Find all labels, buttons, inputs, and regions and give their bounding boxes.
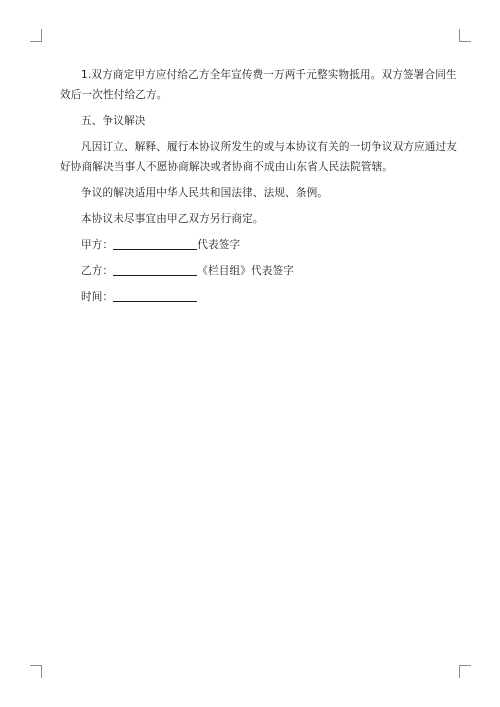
dispute-line-1: 凡因订立、解释、履行本协议所发生的或与本协议有关的一切争议双方应通过友: [81, 141, 458, 153]
time-line[interactable]: [113, 289, 197, 302]
clause-1-line-2: 效后一次性付给乙方。: [60, 89, 168, 101]
dispute-line-2: 好协商解决当事人不愿协商解决或者协商不成由山东省人民法院管辖。: [60, 161, 394, 173]
crop-mark-top-left: [30, 29, 42, 42]
crop-mark-top-right: [459, 29, 471, 42]
party-b-signature-line[interactable]: [113, 263, 197, 276]
time-row: [60, 287, 446, 307]
crop-mark-bottom-right: [459, 665, 471, 678]
other-matters-paragraph: 本协议未尽事宜由甲乙双方另行商定。: [81, 213, 264, 225]
party-b-signature-row: [60, 261, 446, 281]
party-b-suffix: 《栏目组》代表签字: [197, 265, 294, 277]
party-a-suffix: 代表签字: [197, 239, 241, 251]
time-label: 时间：: [81, 291, 114, 303]
dispute-paragraph: [60, 137, 458, 177]
party-b-label: 乙方：: [81, 265, 114, 277]
crop-mark-bottom-left: [30, 665, 42, 678]
document-body: [60, 65, 458, 313]
section-5-heading: 五、争议解决: [81, 115, 146, 127]
party-a-signature-row: [60, 235, 446, 255]
clause-1-paragraph: [60, 65, 457, 105]
party-a-signature-line[interactable]: [113, 237, 197, 250]
law-clause-paragraph: 争议的解决适用中华人民共和国法律、法规、条例。: [81, 187, 329, 199]
clause-1-line-1: 1.双方商定甲方应付给乙方全年宣传费一万两千元整实物抵用。双方签署合同生: [81, 69, 457, 81]
party-a-label: 甲方：: [81, 239, 114, 251]
